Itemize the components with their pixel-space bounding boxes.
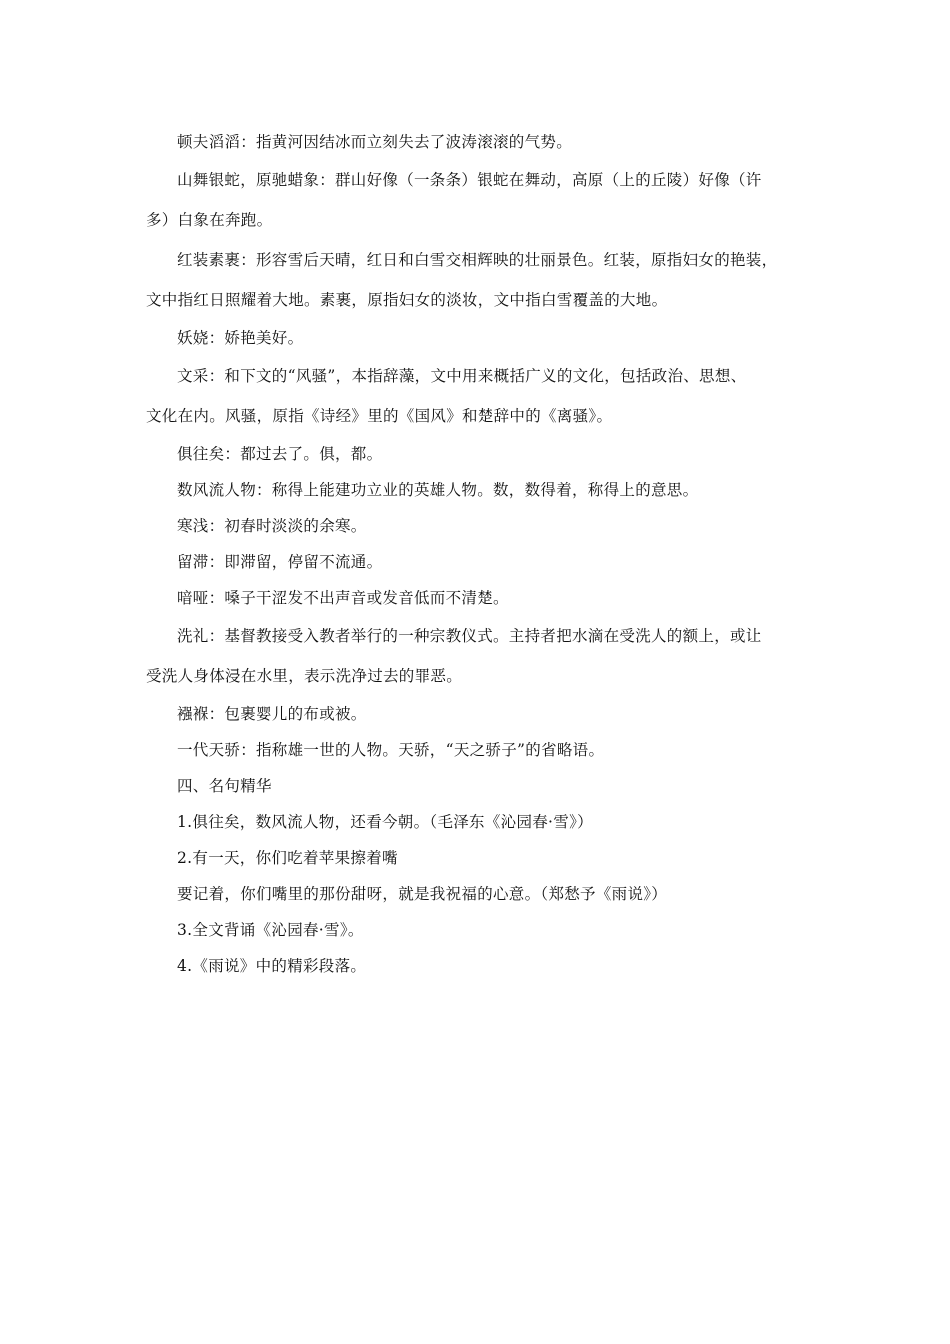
gloss-shufengliu: 数风流人物：称得上能建功立业的英雄人物。数，数得着，称得上的意思。 [177, 481, 699, 499]
quote-item-1: 1.俱往矣，数风流人物，还看今朝。（毛泽东《沁园春·雪》） [177, 813, 593, 831]
quote-item-4: 4.《雨说》中的精彩段落。 [177, 957, 367, 975]
gloss-wencai-line2: 文化在内。风骚，原指《诗经》里的《国风》和楚辞中的《离骚》。 [146, 407, 613, 425]
gloss-yaorao: 妖娆：娇艳美好。 [177, 329, 304, 347]
gloss-dunshi-taotao: 顿夫滔滔：指黄河因结冰而立刻失去了波涛滚滚的气势。 [177, 133, 573, 151]
gloss-qiangbao: 襁褓：包裹婴儿的布或被。 [177, 705, 367, 723]
gloss-hanqian: 寒浅：初春时淡淡的余寒。 [177, 517, 367, 535]
gloss-liuzhi: 留滞：即滞留，停留不流通。 [177, 553, 383, 571]
gloss-shanwu-yinshe-line2: 多）白象在奔跑。 [146, 211, 273, 229]
gloss-wencai-line1: 文采：和下文的“风骚”，本指辞藻，文中用来概括广义的文化，包括政治、思想、 [177, 367, 747, 385]
gloss-yinya: 喑哑：嗓子干涩发不出声音或发音低而不清楚。 [177, 589, 509, 607]
quote-item-2-line2: 要记着，你们嘴里的那份甜呀，就是我祝福的心意。（郑愁予《雨说》） [177, 885, 668, 903]
gloss-xili-line2: 受洗人身体浸在水里，表示洗净过去的罪恶。 [146, 667, 463, 685]
section-heading-famous-quotes: 四、名句精华 [177, 777, 272, 795]
document-body [146, 124, 836, 984]
quote-item-2-line1: 2.有一天，你们吃着苹果擦着嘴 [177, 849, 398, 867]
gloss-hongzhuang-line2: 文中指红日照耀着大地。素裹，原指妇女的淡妆，文中指白雪覆盖的大地。 [146, 291, 668, 309]
gloss-yidai-tianjiao: 一代天骄：指称雄一世的人物。天骄，“天之骄子”的省略语。 [177, 741, 605, 759]
quote-item-3: 3.全文背诵《沁园春·雪》。 [177, 921, 364, 939]
gloss-juwangyi: 俱往矣：都过去了。俱，都。 [177, 445, 383, 463]
gloss-hongzhuang-line1: 红装素裹：形容雪后天晴，红日和白雪交相辉映的壮丽景色。红装，原指妇女的艳装， [177, 251, 778, 269]
gloss-xili-line1: 洗礼：基督教接受入教者举行的一种宗教仪式。主持者把水滴在受洗人的额上，或让 [177, 627, 762, 645]
gloss-shanwu-yinshe-line1: 山舞银蛇，原驰蜡象：群山好像（一条条）银蛇在舞动，高原（上的丘陵）好像（许 [177, 171, 762, 189]
